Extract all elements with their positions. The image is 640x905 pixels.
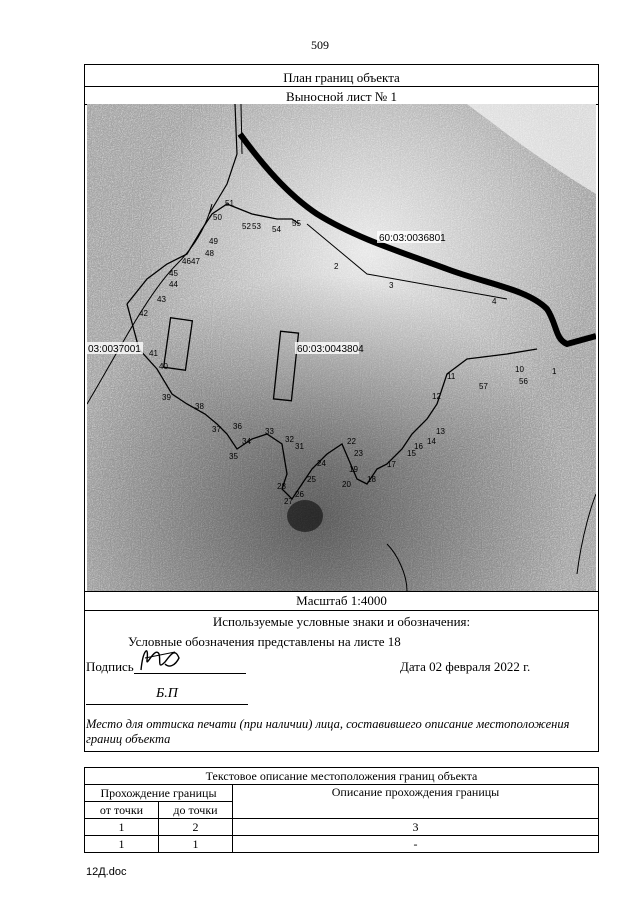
point-label: 27 xyxy=(284,497,293,506)
point-label: 54 xyxy=(272,225,281,234)
point-label: 49 xyxy=(209,237,218,246)
point-label: 45 xyxy=(169,269,178,278)
point-label: 39 xyxy=(162,393,171,402)
parcel-label-left: 03:0037001 xyxy=(88,344,141,355)
point-label: 48 xyxy=(205,249,214,258)
parcel-label-center: 60:03:0043804 xyxy=(297,344,364,355)
point-label: 26 xyxy=(295,490,304,499)
divider xyxy=(84,610,599,611)
point-label: 38 xyxy=(195,402,204,411)
parcel-label-right: 60:03:0036801 xyxy=(379,233,446,244)
stamp-note: Место для оттиска печати (при наличии) лица, составившего описание местоположения границ объекта xyxy=(86,717,570,746)
point-label: 3 xyxy=(389,281,394,290)
table-row xyxy=(85,836,599,853)
cell-from: 1 xyxy=(85,836,159,853)
signature-label: Подпись xyxy=(86,659,134,674)
decode-line xyxy=(86,704,248,705)
point-label: 44 xyxy=(169,280,178,289)
point-label: 22 xyxy=(347,437,356,446)
footer-filename: 12Д.doc xyxy=(86,866,127,878)
point-label: 53 xyxy=(252,222,261,231)
point-label: 42 xyxy=(139,309,148,318)
point-label: 51 xyxy=(225,199,234,208)
point-label: 31 xyxy=(295,442,304,451)
cell-desc: 3 xyxy=(233,819,599,836)
point-label: 13 xyxy=(436,427,445,436)
divider xyxy=(84,86,599,87)
point-label: 17 xyxy=(387,460,396,469)
point-label: 43 xyxy=(157,295,166,304)
signature-date: Дата 02 февраля 2022 г. xyxy=(400,659,531,674)
desc-header: Описание прохождения границы xyxy=(233,785,599,819)
point-label: 41 xyxy=(149,349,158,358)
point-label: 4 xyxy=(492,297,497,306)
point-label: 55 xyxy=(292,219,301,228)
point-label: 57 xyxy=(479,382,488,391)
point-label: 23 xyxy=(354,449,363,458)
handwritten-signature xyxy=(135,640,185,681)
point-label: 36 xyxy=(233,422,242,431)
point-label: 56 xyxy=(519,377,528,386)
point-label: 24 xyxy=(317,459,326,468)
description-table xyxy=(84,767,599,853)
cell-desc: - xyxy=(233,836,599,853)
from-header: от точки xyxy=(85,802,159,819)
point-label: 52 xyxy=(242,222,251,231)
point-label: 34 xyxy=(242,437,251,446)
group-header: Прохождение границы xyxy=(85,785,233,802)
page-number: 509 xyxy=(311,38,329,52)
point-label: 28 xyxy=(277,482,286,491)
table-row xyxy=(85,819,599,836)
point-label: 50 xyxy=(213,213,222,222)
point-label: 1 xyxy=(552,367,557,376)
cell-to: 2 xyxy=(159,819,233,836)
point-label: 11 xyxy=(447,372,456,381)
map-svg xyxy=(87,104,596,591)
aerial-map xyxy=(87,104,596,591)
point-label: 12 xyxy=(432,392,441,401)
point-label: 25 xyxy=(307,475,316,484)
legend-title: Используемые условные знаки и обозначения: xyxy=(212,614,471,629)
point-label: 15 xyxy=(407,449,416,458)
legend-text: Условные обозначения представлены на листе 18 xyxy=(128,634,401,649)
table-title: Текстовое описание местоположения границ объекта xyxy=(85,768,599,785)
point-label: 37 xyxy=(212,425,221,434)
point-label: 46 xyxy=(182,257,191,266)
point-label: 35 xyxy=(229,452,238,461)
point-label: 47 xyxy=(191,257,200,266)
point-label: 18 xyxy=(367,475,376,484)
point-label: 14 xyxy=(427,437,436,446)
cell-to: 1 xyxy=(159,836,233,853)
sheet-title: Выносной лист № 1 xyxy=(286,89,397,104)
divider xyxy=(84,591,599,592)
point-label: 33 xyxy=(265,427,274,436)
to-header: до точки xyxy=(159,802,233,819)
plan-title: План границ объекта xyxy=(283,70,400,85)
cell-from: 1 xyxy=(85,819,159,836)
point-label: 2 xyxy=(334,262,339,271)
scale-label: Масштаб 1:4000 xyxy=(296,593,387,608)
signature-decode: Б.П xyxy=(156,686,178,701)
point-label: 32 xyxy=(285,435,294,444)
point-label: 20 xyxy=(342,480,351,489)
point-label: 40 xyxy=(159,362,168,371)
signature-line xyxy=(134,673,246,674)
point-label: 10 xyxy=(515,365,524,374)
point-label: 19 xyxy=(349,465,358,474)
point-label: 16 xyxy=(414,442,423,451)
